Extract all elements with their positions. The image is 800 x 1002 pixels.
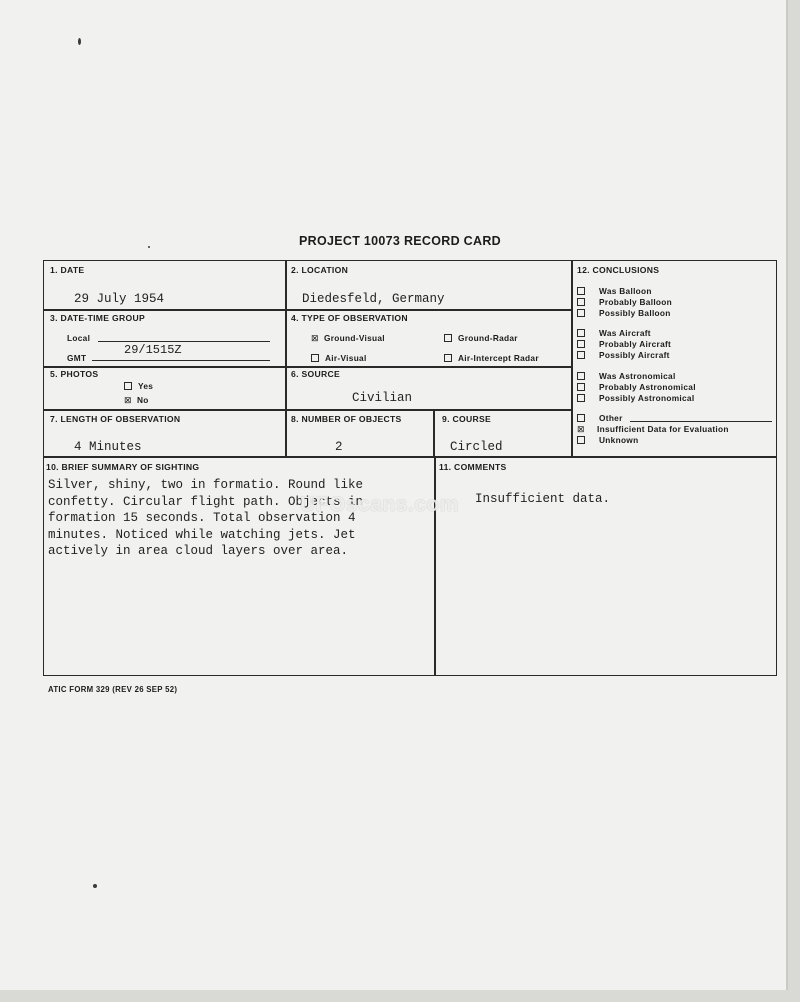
- scan-speck: [93, 884, 97, 888]
- conclusion-was-astronomical: Was Astronomical: [577, 371, 676, 381]
- length-of-observation-value: 4 Minutes: [74, 440, 142, 454]
- checkbox-icon: [577, 414, 585, 422]
- local-underline: [98, 341, 270, 342]
- brief-summary-text: [48, 477, 433, 560]
- ground-radar-option: Ground-Radar: [444, 333, 518, 343]
- conclusion-possibly-astronomical: Possibly Astronomical: [577, 393, 694, 403]
- photos-label: 5. PHOTOS: [50, 369, 99, 379]
- length-of-observation-label: 7. LENGTH OF OBSERVATION: [50, 414, 181, 424]
- date-value: 29 July 1954: [74, 292, 165, 306]
- form-id: ATIC FORM 329 (REV 26 SEP 52): [48, 685, 178, 694]
- type-of-observation-label: 4. TYPE OF OBSERVATION: [291, 313, 408, 323]
- checkbox-icon: [577, 383, 585, 391]
- local-label: Local: [67, 333, 91, 343]
- comments-label: 11. COMMENTS: [439, 462, 507, 472]
- checkbox-icon: [577, 309, 585, 317]
- conclusion-unknown: Unknown: [577, 435, 638, 445]
- conclusion-possibly-aircraft: Possibly Aircraft: [577, 350, 670, 360]
- conclusions-label: 12. CONCLUSIONS: [577, 265, 660, 275]
- date-time-group-label: 3. DATE-TIME GROUP: [50, 313, 146, 323]
- divider: [44, 456, 776, 458]
- course-value: Circled: [450, 440, 503, 454]
- conclusion-probably-astronomical: Probably Astronomical: [577, 382, 696, 392]
- brief-summary-label: 10. BRIEF SUMMARY OF SIGHTING: [46, 462, 200, 472]
- location-value: Diedesfeld, Germany: [302, 292, 445, 306]
- checkbox-icon: [577, 394, 585, 402]
- summary-line: formation 15 seconds. Total observation 4: [48, 511, 356, 525]
- checkbox-icon: [577, 298, 585, 306]
- checked-box-icon: ⊠: [124, 395, 132, 405]
- divider: [434, 457, 436, 675]
- summary-line: minutes. Noticed while watching jets. Jet: [48, 527, 356, 542]
- watermark: UFOscans.com: [300, 493, 459, 516]
- conclusion-insufficient-data: ⊠ Insufficient Data for Evaluation: [577, 424, 729, 434]
- source-value: Civilian: [352, 391, 413, 405]
- divider: [285, 261, 287, 457]
- number-of-objects-label: 8. NUMBER OF OBJECTS: [291, 414, 402, 424]
- checkbox-icon: [577, 329, 585, 337]
- gmt-underline: [92, 360, 270, 361]
- page-title: PROJECT 10073 RECORD CARD: [299, 234, 501, 248]
- summary-line: confetty. Circular flight path. Objects in: [48, 494, 364, 509]
- conclusion-probably-balloon: Probably Balloon: [577, 297, 672, 307]
- gmt-label: GMT: [67, 353, 87, 363]
- conclusion-was-aircraft: Was Aircraft: [577, 328, 651, 338]
- location-label: 2. LOCATION: [291, 265, 349, 275]
- checkbox-icon: [444, 334, 452, 342]
- conclusion-was-balloon: Was Balloon: [577, 286, 652, 296]
- conclusion-other: Other: [577, 413, 623, 423]
- divider: [44, 366, 572, 368]
- checkbox-icon: [124, 382, 132, 390]
- divider: [44, 409, 572, 411]
- number-of-objects-value: 2: [335, 440, 343, 454]
- conclusion-probably-aircraft: Probably Aircraft: [577, 339, 671, 349]
- checkbox-icon: [311, 354, 319, 362]
- date-label: 1. DATE: [50, 265, 85, 275]
- summary-line: actively in area cloud layers over area.: [48, 544, 349, 558]
- gmt-value: 29/1515Z: [124, 343, 182, 357]
- checkbox-icon: [577, 436, 585, 444]
- divider: [44, 309, 572, 311]
- checkbox-icon: [577, 287, 585, 295]
- other-underline: [630, 421, 772, 422]
- checkbox-icon: [577, 372, 585, 380]
- ground-visual-option: ⊠ Ground-Visual: [311, 333, 385, 343]
- checked-box-icon: ⊠: [577, 424, 585, 434]
- air-intercept-radar-option: Air-Intercept Radar: [444, 353, 539, 363]
- comments-value: Insufficient data.: [475, 492, 611, 506]
- checkbox-icon: [577, 351, 585, 359]
- air-visual-option: Air-Visual: [311, 353, 367, 363]
- scan-speck: [78, 38, 81, 45]
- checkbox-icon: [577, 340, 585, 348]
- conclusion-possibly-balloon: Possibly Balloon: [577, 308, 671, 318]
- summary-line: Silver, shiny, two in formatio. Round like: [48, 478, 364, 492]
- divider: [571, 261, 573, 457]
- checked-box-icon: ⊠: [311, 333, 319, 343]
- checkbox-icon: [444, 354, 452, 362]
- source-label: 6. SOURCE: [291, 369, 341, 379]
- photos-yes-option: Yes: [124, 381, 153, 391]
- photos-no-option: ⊠ No: [124, 395, 149, 405]
- divider: [433, 410, 435, 458]
- course-label: 9. COURSE: [442, 414, 492, 424]
